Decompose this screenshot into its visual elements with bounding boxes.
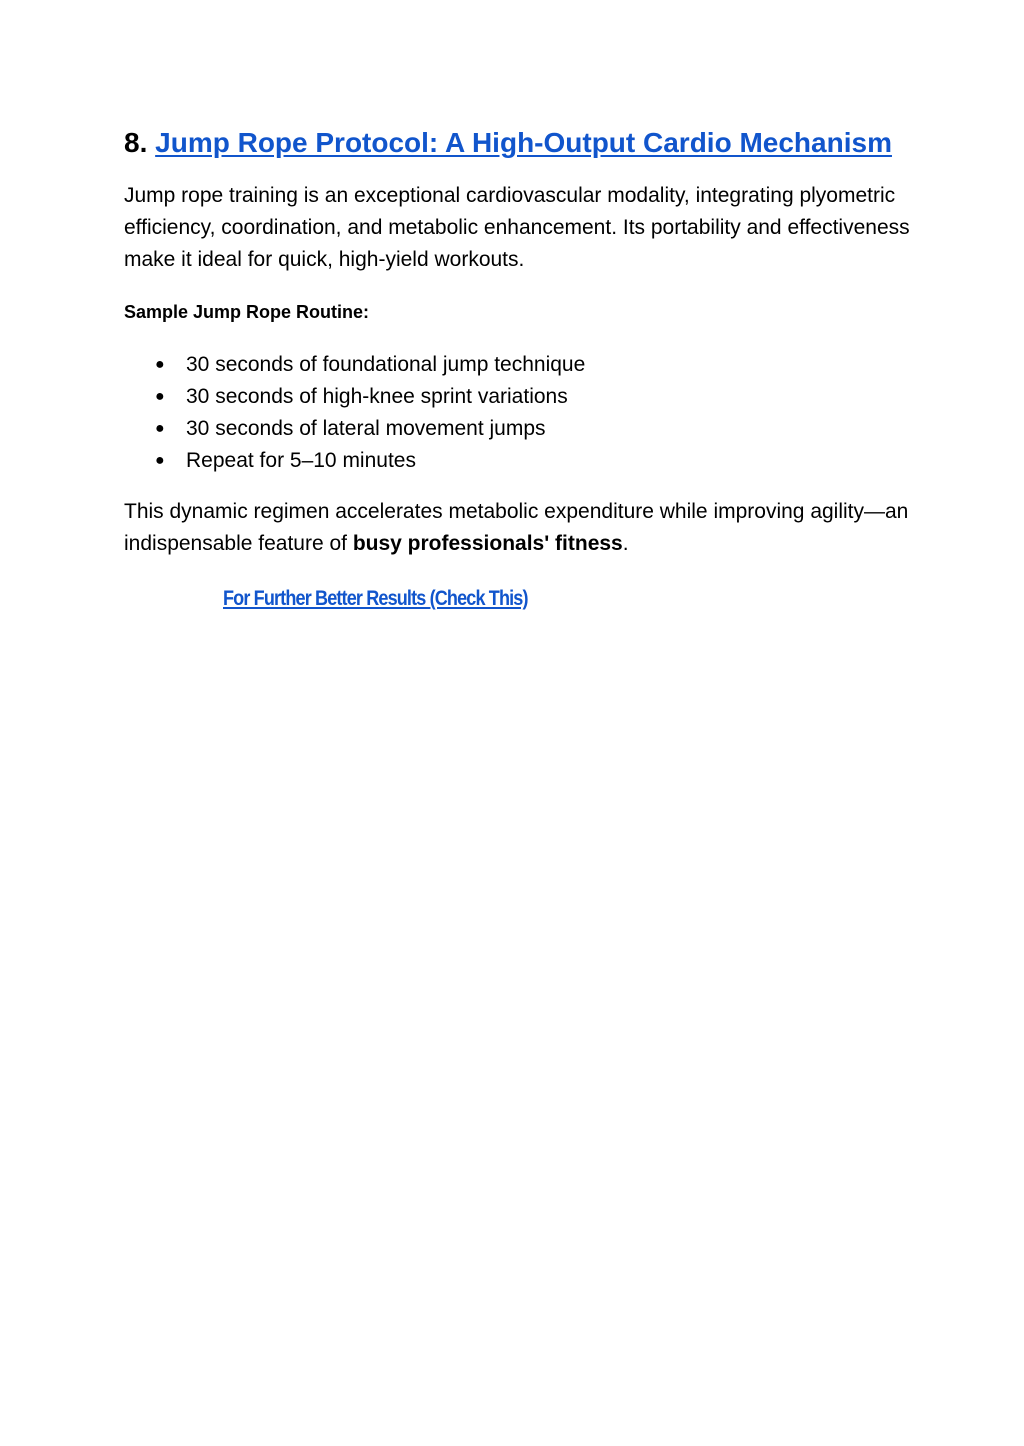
list-item — [124, 381, 914, 413]
further-results-link[interactable]: For Further Better Results (Check This) — [223, 587, 528, 610]
section-number: 8. — [124, 127, 148, 158]
list-item-text: 30 seconds of high-knee sprint variations — [186, 385, 568, 408]
routine-list — [124, 349, 914, 477]
list-item — [124, 349, 914, 381]
section-title-link[interactable]: Jump Rope Protocol: A High-Output Cardio Mechanism — [155, 127, 892, 158]
closing-paragraph — [124, 496, 914, 560]
list-item-text: 30 seconds of foundational jump technique — [186, 353, 586, 376]
closing-end: . — [622, 532, 629, 555]
bullet-icon: ● — [155, 356, 165, 373]
closing-text: This dynamic regimen accelerates metabolic expenditure while improving agility—an indispensable feature of — [124, 500, 909, 555]
closing-bold-text: busy professionals' fitness — [352, 532, 623, 555]
list-item-text: Repeat for 5–10 minutes — [186, 449, 416, 472]
bullet-icon: ● — [155, 452, 165, 469]
intro-paragraph: Jump rope training is an exceptional cardiovascular modality, integrating plyometric efficiency, coordination, and metabolic enhancement. Its portability and effectiveness make it ideal for quick, high-yield workouts. — [124, 184, 910, 271]
list-item — [124, 445, 914, 477]
bullet-icon: ● — [155, 388, 165, 405]
routine-title: Sample Jump Rope Routine: — [124, 302, 370, 322]
cta-container — [124, 583, 914, 617]
list-item-text: 30 seconds of lateral movement jumps — [186, 417, 546, 440]
document-page — [124, 123, 914, 617]
bullet-icon: ● — [155, 420, 165, 437]
section-heading — [124, 123, 914, 162]
list-item — [124, 413, 914, 445]
